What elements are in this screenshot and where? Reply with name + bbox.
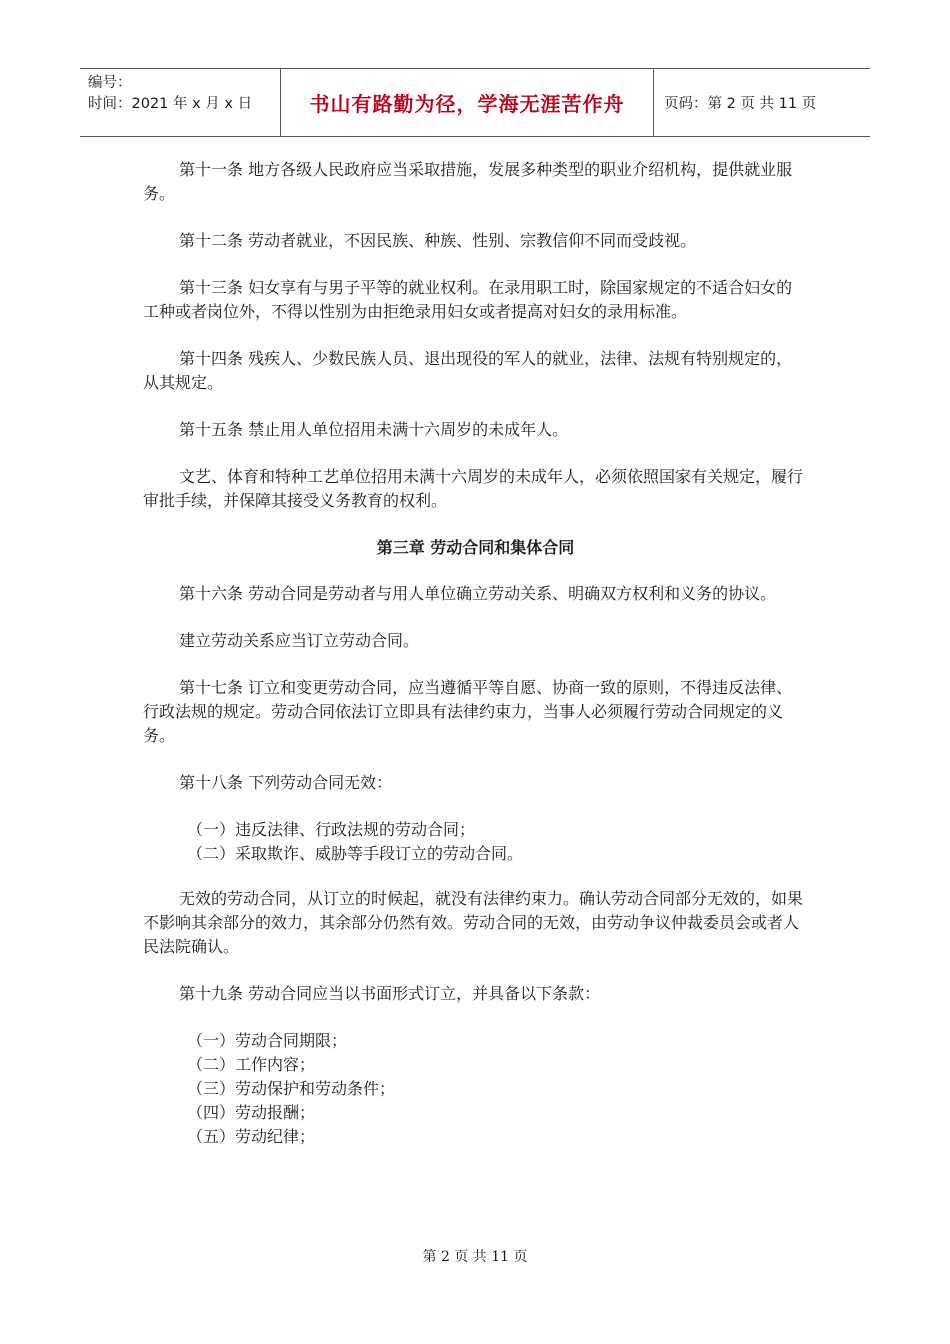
- article-19: 第十九条 劳动合同应当以书面形式订立，并具备以下条款：: [179, 984, 601, 1003]
- article-17: 第十七条 订立和变更劳动合同，应当遵循平等自愿、协商一致的原则，不得违反法律、行政法规的规定。劳动合同依法订立即具有法律约束力，当事人必须履行劳动合同规定的义务。: [143, 678, 793, 745]
- article-18-list: [143, 818, 808, 866]
- article-14: 第十四条 残疾人、少数民族人员、退出现役的军人的就业，法律、法规有特别规定的，从其规定。: [143, 349, 793, 392]
- article-18: 第十八条 下列劳动合同无效：: [179, 773, 393, 792]
- article-11: 第十一条 地方各级人民政府应当采取措施，发展多种类型的职业介绍机构，提供就业服务。: [143, 160, 793, 203]
- article-16: 第十六条 劳动合同是劳动者与用人单位确立劳动关系、明确双方权利和义务的协议。: [179, 584, 777, 603]
- list-item: （三）劳动保护和劳动条件；: [187, 1079, 396, 1098]
- header-page-info: 页码：第 2 页 共 11 页: [664, 96, 817, 112]
- list-item: （二）工作内容；: [187, 1055, 316, 1074]
- list-item: （二）采取欺诈、威胁等手段订立的劳动合同。: [187, 844, 524, 863]
- document-number-label: 编号：: [88, 75, 132, 91]
- page-footer: 第 2 页 共 11 页: [422, 1249, 528, 1265]
- article-18-paragraph-2: 无效的劳动合同，从订立的时候起，就没有法律约束力。确认劳动合同部分无效的，如果不影响其余部分的效力，其余部分仍然有效。劳动合同的无效，由劳动争议仲裁委员会或者人民法院确认。: [143, 889, 804, 956]
- article-15-paragraph-2: 文艺、体育和特种工艺单位招用未满十六周岁的未成年人，必须依照国家有关规定，履行审批手续，并保障其接受义务教育的权利。: [143, 467, 804, 510]
- list-item: （一）劳动合同期限；: [187, 1031, 348, 1050]
- header-motto: 书山有路勤为径，学海无涯苦作舟: [281, 69, 654, 136]
- list-item: （一）违反法律、行政法规的劳动合同；: [187, 820, 476, 839]
- chapter-heading: 第三章 劳动合同和集体合同: [376, 538, 575, 557]
- header-meta: [80, 69, 281, 136]
- article-19-list: [143, 1029, 808, 1149]
- document-body: [143, 158, 808, 1170]
- document-time-label: 时间：2021 年 x 月 x 日: [88, 96, 253, 112]
- article-16-paragraph-2: 建立劳动关系应当订立劳动合同。: [179, 631, 420, 650]
- list-item: （四）劳动报酬；: [187, 1103, 316, 1122]
- list-item: （五）劳动纪律；: [187, 1127, 316, 1146]
- page-header: [80, 68, 870, 137]
- article-13: 第十三条 妇女享有与男子平等的就业权利。在录用职工时，除国家规定的不适合妇女的工种或者岗位外，不得以性别为由拒绝录用妇女或者提高对妇女的录用标准。: [143, 278, 793, 321]
- article-12: 第十二条 劳动者就业，不因民族、种族、性别、宗教信仰不同而受歧视。: [179, 231, 697, 250]
- article-15: 第十五条 禁止用人单位招用未满十六周岁的未成年人。: [179, 420, 569, 439]
